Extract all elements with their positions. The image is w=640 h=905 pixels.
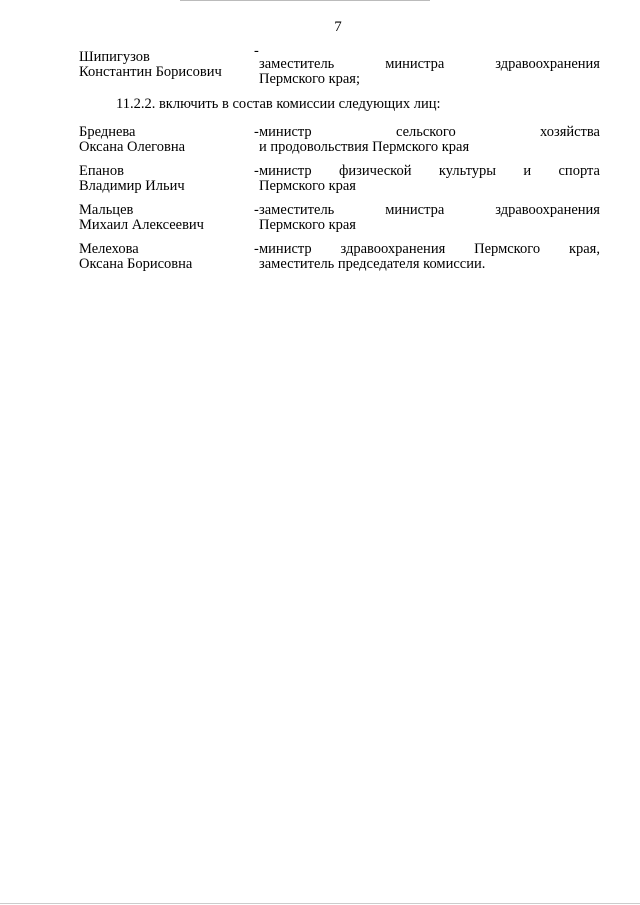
member-role: [259, 242, 600, 272]
member-role: [259, 57, 600, 87]
member-given-names: Оксана Олеговна: [79, 139, 186, 155]
role-line-2: Пермского края: [259, 217, 356, 233]
role-word: министр: [259, 241, 312, 257]
role-word: края,: [568, 241, 600, 257]
member-name: [79, 242, 249, 272]
role-word: спорта: [558, 163, 600, 179]
separator-dash: -: [254, 43, 259, 59]
role-line-1: [259, 57, 600, 72]
member-given-names: Михаил Алексеевич: [79, 217, 204, 233]
member-given-names: Константин Борисович: [79, 64, 222, 80]
top-edge-line: [180, 0, 430, 1]
role-word: культуры: [438, 163, 497, 179]
page-number: 7: [334, 19, 342, 35]
section-intro: 11.2.2. включить в состав комиссии следующих лиц:: [116, 96, 441, 112]
role-word: физической: [339, 163, 412, 179]
separator-dash: -: [254, 163, 259, 179]
bottom-edge-line: [0, 903, 640, 904]
separator-dash: -: [254, 124, 259, 140]
member-name: [79, 164, 249, 194]
role-line-2: и продовольствия Пермского края: [259, 139, 470, 155]
member-role: [259, 203, 600, 233]
role-word: здравоохранения: [495, 56, 600, 72]
role-word: Пермского: [474, 241, 541, 257]
role-word: заместитель: [259, 202, 335, 218]
role-line-2: Пермского края;: [259, 71, 360, 87]
member-role: [259, 125, 600, 155]
role-word: министр: [259, 124, 312, 140]
role-line-1: [259, 203, 600, 218]
role-line-2: Пермского края: [259, 178, 356, 194]
member-role: [259, 164, 600, 194]
role-word: министр: [259, 163, 312, 179]
role-line-1: [259, 242, 600, 257]
role-line-2: заместитель председателя комиссии.: [259, 256, 486, 272]
role-word: министра: [385, 56, 445, 72]
role-word: здравоохранения: [340, 241, 446, 257]
commission-member-entry: [79, 164, 600, 196]
role-word: здравоохранения: [495, 202, 600, 218]
member-given-names: Оксана Борисовна: [79, 256, 193, 272]
role-word: министра: [385, 202, 445, 218]
member-surname: Бреднева: [79, 124, 136, 140]
member-name: [79, 125, 249, 155]
member-name: [79, 50, 249, 80]
member-surname: Мелехова: [79, 241, 139, 257]
commission-member-entry: [79, 125, 600, 157]
member-given-names: Владимир Ильич: [79, 178, 185, 194]
commission-member-entry: [79, 203, 600, 235]
role-word: и: [523, 163, 532, 179]
member-surname: Шипигузов: [79, 49, 150, 65]
role-line-1: [259, 125, 600, 140]
member-surname: Епанов: [79, 163, 124, 179]
member-surname: Мальцев: [79, 202, 134, 218]
role-word: заместитель: [259, 56, 335, 72]
role-word: хозяйства: [540, 124, 600, 140]
commission-member-entry: [79, 43, 600, 87]
separator-dash: -: [254, 241, 259, 257]
separator-dash: -: [254, 202, 259, 218]
member-name: [79, 203, 249, 233]
role-word: сельского: [395, 124, 456, 140]
commission-member-entry: [79, 242, 600, 274]
role-line-1: [259, 164, 600, 179]
